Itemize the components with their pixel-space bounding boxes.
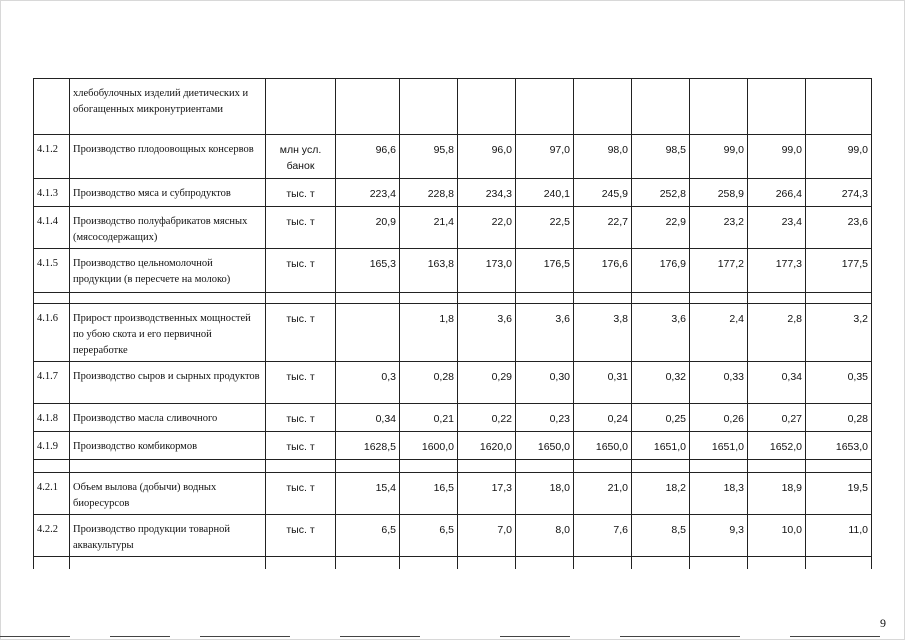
tail-cell — [748, 557, 806, 570]
value-cell: 234,3 — [458, 179, 516, 207]
gap-cell — [458, 293, 516, 304]
value-cell: 22,7 — [574, 207, 632, 249]
value-cell: 19,5 — [806, 473, 872, 515]
value-cell: 177,2 — [690, 249, 748, 293]
table-gap-row — [34, 293, 872, 304]
value-cell: 0,29 — [458, 362, 516, 404]
value-cell: 0,33 — [690, 362, 748, 404]
row-unit: тыс. т — [266, 304, 336, 362]
tail-cell — [400, 557, 458, 570]
value-cell: 23,4 — [748, 207, 806, 249]
tail-cell — [574, 557, 632, 570]
value-cell — [632, 79, 690, 135]
value-cell: 173,0 — [458, 249, 516, 293]
value-cell — [458, 79, 516, 135]
gap-cell — [34, 293, 70, 304]
value-cell: 99,0 — [806, 135, 872, 179]
value-cell: 3,6 — [632, 304, 690, 362]
row-unit: млн усл. банок — [266, 135, 336, 179]
row-name: Производство полуфабрикатов мясных (мясосодержащих) — [70, 207, 266, 249]
value-cell: 165,3 — [336, 249, 400, 293]
value-cell: 3,2 — [806, 304, 872, 362]
row-name: Производство масла сливочного — [70, 404, 266, 432]
gap-cell — [748, 293, 806, 304]
table-body — [34, 79, 872, 570]
row-number: 4.2.2 — [34, 515, 70, 557]
row-number: 4.1.5 — [34, 249, 70, 293]
value-cell: 163,8 — [400, 249, 458, 293]
value-cell — [336, 79, 400, 135]
footer-rule — [790, 636, 880, 637]
table-row — [34, 304, 872, 362]
gap-cell — [336, 293, 400, 304]
value-cell: 0,34 — [336, 404, 400, 432]
row-number: 4.2.1 — [34, 473, 70, 515]
indicators-table — [33, 78, 872, 569]
value-cell: 17,3 — [458, 473, 516, 515]
row-unit: тыс. т — [266, 249, 336, 293]
tail-cell — [70, 557, 266, 570]
value-cell: 1620,0 — [458, 432, 516, 460]
value-cell — [806, 79, 872, 135]
row-name: хлебобулочных изделий диетических и обогащенных микронутриентами — [70, 79, 266, 135]
value-cell: 176,6 — [574, 249, 632, 293]
value-cell: 22,0 — [458, 207, 516, 249]
value-cell: 0,24 — [574, 404, 632, 432]
gap-cell — [34, 460, 70, 473]
value-cell: 0,3 — [336, 362, 400, 404]
gap-cell — [70, 460, 266, 473]
row-unit: тыс. т — [266, 179, 336, 207]
value-cell: 0,30 — [516, 362, 574, 404]
value-cell: 1600,0 — [400, 432, 458, 460]
row-unit: тыс. т — [266, 432, 336, 460]
row-name: Производство мяса и субпродуктов — [70, 179, 266, 207]
row-number: 4.1.2 — [34, 135, 70, 179]
row-number: 4.1.9 — [34, 432, 70, 460]
table-row — [34, 362, 872, 404]
value-cell — [690, 79, 748, 135]
gap-cell — [266, 293, 336, 304]
tail-cell — [516, 557, 574, 570]
value-cell: 1628,5 — [336, 432, 400, 460]
value-cell — [574, 79, 632, 135]
row-unit: тыс. т — [266, 473, 336, 515]
gap-cell — [574, 293, 632, 304]
value-cell — [516, 79, 574, 135]
row-number: 4.1.8 — [34, 404, 70, 432]
value-cell: 6,5 — [400, 515, 458, 557]
value-cell: 3,8 — [574, 304, 632, 362]
value-cell: 177,5 — [806, 249, 872, 293]
value-cell: 0,21 — [400, 404, 458, 432]
value-cell: 223,4 — [336, 179, 400, 207]
value-cell: 23,6 — [806, 207, 872, 249]
row-name: Объем вылова (добычи) водных биоресурсов — [70, 473, 266, 515]
table-row — [34, 135, 872, 179]
value-cell: 1650,0 — [574, 432, 632, 460]
value-cell: 2,4 — [690, 304, 748, 362]
row-unit — [266, 79, 336, 135]
value-cell: 99,0 — [748, 135, 806, 179]
table-gap-row — [34, 460, 872, 473]
value-cell: 1651,0 — [690, 432, 748, 460]
gap-cell — [632, 293, 690, 304]
row-name: Производство продукции товарной аквакультуры — [70, 515, 266, 557]
value-cell: 18,9 — [748, 473, 806, 515]
value-cell: 258,9 — [690, 179, 748, 207]
tail-cell — [632, 557, 690, 570]
value-cell: 0,28 — [400, 362, 458, 404]
gap-cell — [806, 460, 872, 473]
value-cell: 21,4 — [400, 207, 458, 249]
value-cell: 1650,0 — [516, 432, 574, 460]
row-name: Прирост производственных мощностей по убою скота и его первичной переработке — [70, 304, 266, 362]
tail-cell — [458, 557, 516, 570]
gap-cell — [516, 460, 574, 473]
value-cell: 18,0 — [516, 473, 574, 515]
value-cell: 0,35 — [806, 362, 872, 404]
row-number: 4.1.7 — [34, 362, 70, 404]
value-cell: 1653,0 — [806, 432, 872, 460]
value-cell: 18,2 — [632, 473, 690, 515]
gap-cell — [748, 460, 806, 473]
footer-rule — [0, 636, 70, 637]
value-cell: 20,9 — [336, 207, 400, 249]
table-row — [34, 249, 872, 293]
value-cell: 9,3 — [690, 515, 748, 557]
value-cell: 0,22 — [458, 404, 516, 432]
value-cell: 15,4 — [336, 473, 400, 515]
gap-cell — [458, 460, 516, 473]
table-row — [34, 515, 872, 557]
row-number: 4.1.4 — [34, 207, 70, 249]
tail-cell — [690, 557, 748, 570]
value-cell: 10,0 — [748, 515, 806, 557]
footer-rule — [620, 636, 740, 637]
value-cell: 97,0 — [516, 135, 574, 179]
gap-cell — [266, 460, 336, 473]
table-row — [34, 432, 872, 460]
row-number — [34, 79, 70, 135]
footer-rule — [340, 636, 420, 637]
row-number: 4.1.3 — [34, 179, 70, 207]
value-cell: 0,23 — [516, 404, 574, 432]
gap-cell — [806, 293, 872, 304]
row-unit: тыс. т — [266, 362, 336, 404]
tail-cell — [34, 557, 70, 570]
value-cell: 0,26 — [690, 404, 748, 432]
value-cell: 95,8 — [400, 135, 458, 179]
value-cell: 245,9 — [574, 179, 632, 207]
value-cell: 6,5 — [336, 515, 400, 557]
value-cell: 0,34 — [748, 362, 806, 404]
value-cell: 3,6 — [516, 304, 574, 362]
value-cell: 3,6 — [458, 304, 516, 362]
value-cell: 96,0 — [458, 135, 516, 179]
value-cell: 99,0 — [690, 135, 748, 179]
value-cell — [748, 79, 806, 135]
value-cell: 7,6 — [574, 515, 632, 557]
row-name: Производство цельномолочной продукции (в пересчете на молоко) — [70, 249, 266, 293]
row-unit: тыс. т — [266, 515, 336, 557]
table-row — [34, 207, 872, 249]
table-row — [34, 473, 872, 515]
row-name: Производство плодоовощных консервов — [70, 135, 266, 179]
value-cell: 0,28 — [806, 404, 872, 432]
tail-cell — [806, 557, 872, 570]
value-cell: 0,31 — [574, 362, 632, 404]
value-cell: 176,5 — [516, 249, 574, 293]
row-unit: тыс. т — [266, 404, 336, 432]
value-cell: 1651,0 — [632, 432, 690, 460]
value-cell: 11,0 — [806, 515, 872, 557]
value-cell: 1,8 — [400, 304, 458, 362]
value-cell: 1652,0 — [748, 432, 806, 460]
footer-rule — [110, 636, 170, 637]
gap-cell — [574, 460, 632, 473]
value-cell: 266,4 — [748, 179, 806, 207]
value-cell: 0,27 — [748, 404, 806, 432]
value-cell: 2,8 — [748, 304, 806, 362]
gap-cell — [516, 293, 574, 304]
value-cell: 252,8 — [632, 179, 690, 207]
row-name: Производство комбикормов — [70, 432, 266, 460]
table-tail-row — [34, 557, 872, 570]
value-cell: 228,8 — [400, 179, 458, 207]
gap-cell — [336, 460, 400, 473]
tail-cell — [336, 557, 400, 570]
value-cell: 7,0 — [458, 515, 516, 557]
footer-rule — [200, 636, 290, 637]
value-cell: 22,5 — [516, 207, 574, 249]
value-cell: 8,0 — [516, 515, 574, 557]
table-row — [34, 179, 872, 207]
value-cell: 0,25 — [632, 404, 690, 432]
value-cell: 18,3 — [690, 473, 748, 515]
row-unit: тыс. т — [266, 207, 336, 249]
value-cell: 0,32 — [632, 362, 690, 404]
footer-rule — [500, 636, 570, 637]
value-cell: 23,2 — [690, 207, 748, 249]
table-row — [34, 79, 872, 135]
page-number: 9 — [880, 616, 886, 630]
value-cell — [336, 304, 400, 362]
row-name: Производство сыров и сырных продуктов — [70, 362, 266, 404]
gap-cell — [400, 460, 458, 473]
value-cell: 177,3 — [748, 249, 806, 293]
gap-cell — [400, 293, 458, 304]
row-number: 4.1.6 — [34, 304, 70, 362]
gap-cell — [690, 460, 748, 473]
value-cell: 16,5 — [400, 473, 458, 515]
value-cell: 176,9 — [632, 249, 690, 293]
value-cell: 98,5 — [632, 135, 690, 179]
value-cell: 21,0 — [574, 473, 632, 515]
value-cell: 8,5 — [632, 515, 690, 557]
gap-cell — [70, 293, 266, 304]
tail-cell — [266, 557, 336, 570]
value-cell: 96,6 — [336, 135, 400, 179]
gap-cell — [690, 293, 748, 304]
value-cell: 22,9 — [632, 207, 690, 249]
table-row — [34, 404, 872, 432]
value-cell: 240,1 — [516, 179, 574, 207]
value-cell: 274,3 — [806, 179, 872, 207]
gap-cell — [632, 460, 690, 473]
value-cell — [400, 79, 458, 135]
value-cell: 98,0 — [574, 135, 632, 179]
